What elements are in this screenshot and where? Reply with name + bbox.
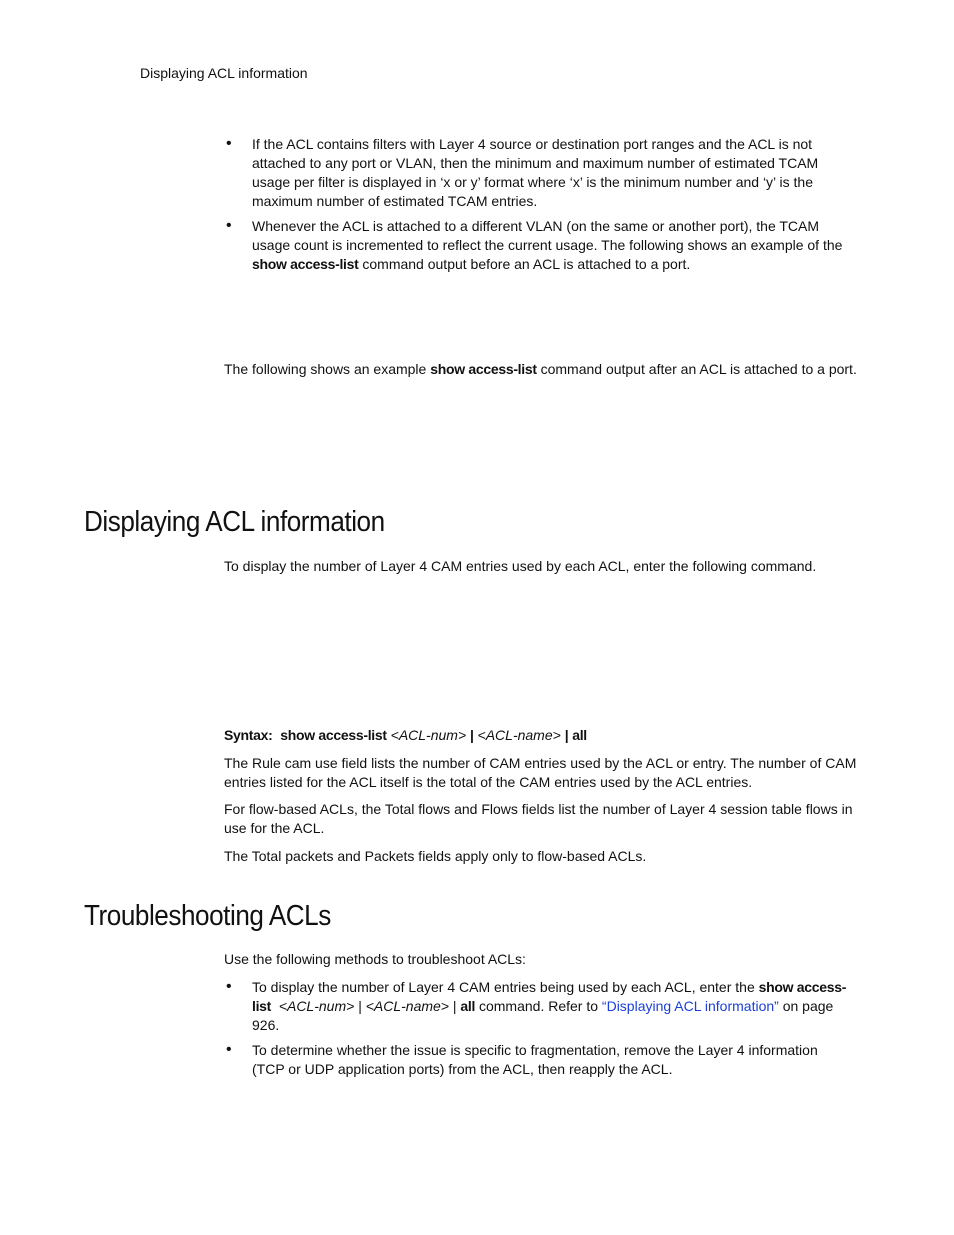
paragraph-text: The following shows an example: [224, 361, 431, 377]
bullet-text: command. Refer to: [475, 998, 602, 1014]
section-heading-troubleshooting: Troubleshooting ACLs: [84, 900, 331, 932]
list-item: [224, 217, 854, 274]
bullet-icon: •: [226, 1041, 232, 1058]
troubleshoot-bullet-list: [224, 978, 854, 1079]
command-text: show access-list: [280, 727, 387, 743]
cross-reference-link[interactable]: “Displaying ACL information”: [601, 998, 779, 1014]
syntax-separator: |: [564, 727, 569, 743]
paragraph-total-packets: The Total packets and Packets fields apply only to flow-based ACLs.: [224, 848, 647, 864]
list-item: [224, 978, 854, 1035]
param-acl-name: <ACL-name>: [365, 998, 449, 1014]
list-item: [224, 135, 854, 211]
syntax-separator: |: [470, 727, 474, 743]
bullet-icon: •: [226, 135, 232, 152]
command-text: show access-list: [252, 256, 359, 272]
running-header: Displaying ACL information: [140, 65, 308, 81]
param-acl-name: <ACL-name>: [477, 727, 561, 743]
bullet-icon: •: [226, 217, 232, 234]
syntax-separator: |: [358, 998, 362, 1014]
syntax-separator: |: [452, 998, 457, 1014]
list-item: [224, 1041, 854, 1079]
section1-intro: To display the number of Layer 4 CAM entries used by each ACL, enter the following command.: [224, 558, 817, 574]
section2-intro: Use the following methods to troubleshoot ACLs:: [224, 951, 526, 967]
param-acl-num: <ACL-num>: [390, 727, 467, 743]
syntax-line: [224, 726, 872, 745]
bullet-text: on page 926.: [252, 998, 834, 1033]
paragraph-text: command output after an ACL is attached to a port.: [536, 361, 857, 377]
bullet-icon: •: [226, 978, 232, 995]
bullet-text: command output before an ACL is attached to a port.: [358, 256, 691, 272]
keyword-all: all: [572, 727, 587, 743]
bullet-text: To determine whether the issue is specific to fragmentation, remove the Layer 4 information (TCP or UDP application ports) from the ACL, then reapply the ACL.: [252, 1042, 818, 1077]
bullet-text: To display the number of Layer 4 CAM entries being used by each ACL, enter the: [252, 979, 759, 995]
section-heading-displaying-acl: Displaying ACL information: [84, 506, 385, 538]
command-text: show access-list: [252, 979, 847, 1014]
paragraph-flow-based: For flow-based ACLs, the Total flows and Flows fields list the number of Layer 4 session table flows in use for the ACL.: [224, 801, 853, 836]
command-text: show access-list: [430, 361, 537, 377]
intro-bullet-list: [224, 135, 854, 274]
syntax-label: Syntax:: [224, 727, 273, 743]
bullet-text: If the ACL contains filters with Layer 4 source or destination port ranges and the ACL is not attached to any port or VLAN, then the minimum and maximum number of estimated TCAM usage per filter is displayed in ‘x or y’ format where ‘x’ is the minimum number and ‘y’ is the maximum number of estimated TCAM entries.: [252, 136, 819, 209]
after-example-paragraph: [224, 360, 872, 379]
bullet-text: Whenever the ACL is attached to a different VLAN (on the same or another port), the TCAM usage count is incremented to reflect the current usage. The following shows an example of the: [252, 218, 843, 253]
keyword-all: all: [460, 998, 476, 1014]
param-acl-num: <ACL-num>: [278, 998, 355, 1014]
paragraph-rule-cam: The Rule cam use field lists the number of CAM entries used by the ACL or entry. The number of CAM entries listed for the ACL itself is the total of the CAM entries used by the ACL entries.: [224, 755, 857, 790]
